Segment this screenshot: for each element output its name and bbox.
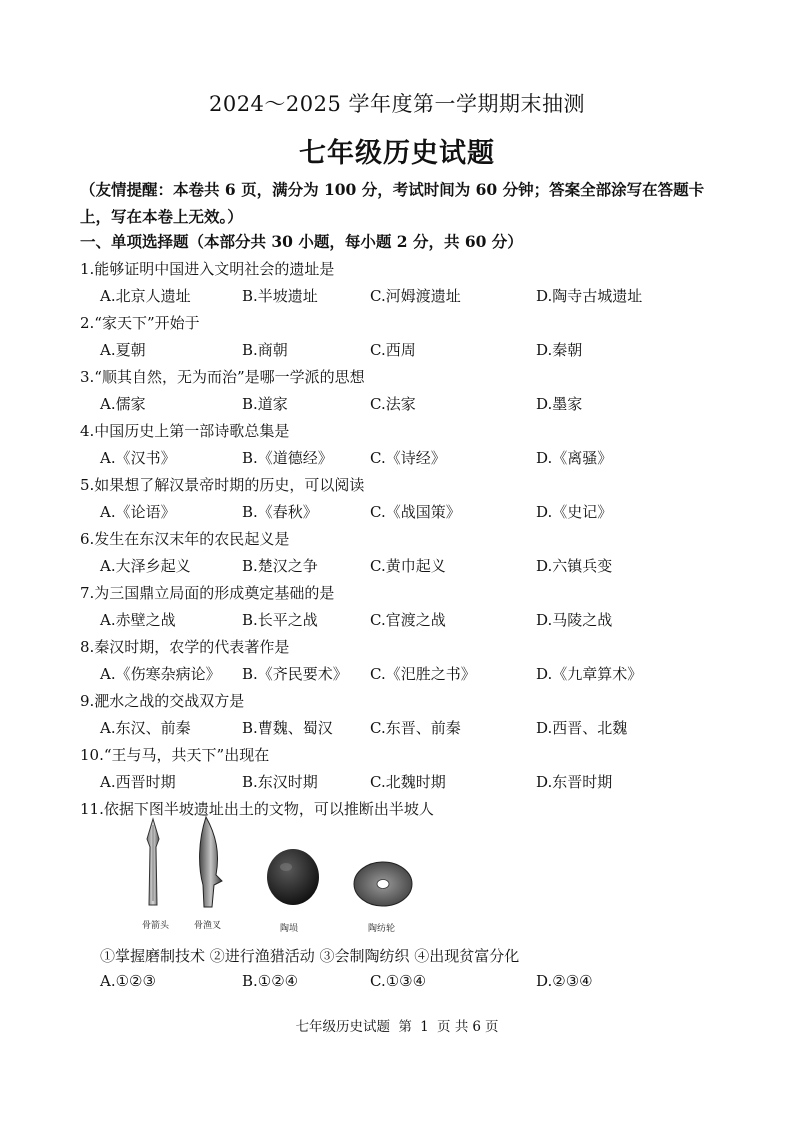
question-5-option-c: C.《战国策》 — [370, 503, 461, 521]
question-2-option-a: A.夏朝 — [100, 341, 146, 359]
question-9-stem: 9.淝水之战的交战双方是 — [80, 692, 245, 710]
question-4-options — [100, 447, 750, 467]
question-1-stem: 1.能够证明中国进入文明社会的遗址是 — [80, 260, 335, 278]
question-11-option-d: D.②③④ — [536, 972, 593, 990]
question-1-option-a: A.北京人遗址 — [100, 287, 191, 305]
question-4-option-d: D.《离骚》 — [536, 449, 613, 467]
question-4-option-c: C.《诗经》 — [370, 449, 446, 467]
question-1-option-b: B.半坡遗址 — [242, 287, 318, 305]
question-6-option-b: B.楚汉之争 — [242, 557, 318, 575]
question-1-option-d: D.陶寺古城遗址 — [536, 287, 643, 305]
question-7-option-c: C.官渡之战 — [370, 611, 446, 629]
question-2-stem: 2.“家天下”开始于 — [80, 314, 200, 332]
question-11-stem: 11.依据下图半坡遗址出土的文物，可以推断出半坡人 — [80, 800, 434, 818]
question-2-option-b: B.商朝 — [242, 341, 288, 359]
question-8-options — [100, 663, 750, 683]
question-11-statements: ①掌握磨制技术 ②进行渔猎活动 ③会制陶纺织 ④出现贫富分化 — [100, 947, 520, 965]
question-2-option-d: D.秦朝 — [536, 341, 583, 359]
question-10-option-a: A.西晋时期 — [100, 773, 176, 791]
question-7-stem: 7.为三国鼎立局面的形成奠定基础的是 — [80, 584, 335, 602]
question-6-options — [100, 555, 750, 575]
question-6-stem: 6.发生在东汉末年的农民起义是 — [80, 530, 290, 548]
question-9-option-b: B.曹魏、蜀汉 — [242, 719, 333, 737]
question-1-options — [100, 285, 750, 305]
artifact-label-bone-harpoon: 骨渔叉 — [194, 921, 222, 931]
question-4-option-a: A.《汉书》 — [100, 449, 176, 467]
question-8-option-a: A.《伤寒杂病论》 — [100, 665, 221, 683]
question-4-option-b: B.《道德经》 — [242, 449, 333, 467]
question-6-option-c: C.黄巾起义 — [370, 557, 446, 575]
footer-subject: 七年级历史试题 — [295, 1019, 391, 1035]
question-11-option-c: C.①③④ — [370, 972, 427, 990]
question-6-option-d: D.六镇兵变 — [536, 557, 613, 575]
question-8-stem: 8.秦汉时期，农学的代表著作是 — [80, 638, 290, 656]
question-8-option-d: D.《九章算术》 — [536, 665, 643, 683]
exam-notice: （友情提醒：本卷共 6 页，满分为 100 分，考试时间为 60 分钟；答案全部涂写在答题卡上，写在本卷上无效。） — [80, 180, 705, 226]
question-6-option-a: A.大泽乡起义 — [100, 557, 191, 575]
question-3-stem: 3.“顺其自然，无为而治”是哪一学派的思想 — [80, 368, 365, 386]
question-10-options — [100, 771, 750, 791]
exam-title: 2024～2025 学年度第一学期期末抽测 — [208, 92, 586, 116]
exam-subtitle: 七年级历史试题 — [299, 138, 495, 169]
question-7-options — [100, 609, 750, 629]
question-10-option-c: C.北魏时期 — [370, 773, 446, 791]
pottery-spindle-whorl-image — [352, 859, 414, 909]
question-7-option-b: B.长平之战 — [242, 611, 318, 629]
bone-harpoon-image — [192, 815, 226, 911]
question-2-option-c: C.西周 — [370, 341, 416, 359]
footer-page-prefix: 第 — [398, 1019, 412, 1035]
question-5-options — [100, 501, 750, 521]
question-9-options — [100, 717, 750, 737]
question-3-option-d: D.墨家 — [536, 395, 583, 413]
footer-page-mid: 页 共 — [437, 1019, 469, 1035]
artifact-label-bone-arrowhead: 骨箭头 — [142, 921, 170, 931]
page-footer — [0, 1015, 794, 1035]
question-1-option-c: C.河姆渡遗址 — [370, 287, 461, 305]
question-11-option-b: B.①②④ — [242, 972, 299, 990]
question-10-option-b: B.东汉时期 — [242, 773, 318, 791]
question-8-option-b: B.《齐民要术》 — [242, 665, 348, 683]
question-11-options — [100, 972, 750, 992]
question-3-option-a: A.儒家 — [100, 395, 146, 413]
question-5-stem: 5.如果想了解汉景帝时期的历史，可以阅读 — [80, 476, 365, 494]
question-3-option-b: B.道家 — [242, 395, 288, 413]
question-5-option-b: B.《春秋》 — [242, 503, 318, 521]
question-7-option-d: D.马陵之战 — [536, 611, 613, 629]
question-5-option-d: D.《史记》 — [536, 503, 613, 521]
artifact-figure — [130, 815, 450, 940]
question-9-option-a: A.东汉、前秦 — [100, 719, 191, 737]
footer-page-number: 1 — [420, 1019, 429, 1035]
question-8-option-c: C.《汜胜之书》 — [370, 665, 476, 683]
artifact-label-pottery-xun: 陶埙 — [280, 924, 299, 934]
artifact-label-spindle-whorl: 陶纺轮 — [368, 924, 396, 934]
question-9-option-d: D.西晋、北魏 — [536, 719, 628, 737]
pottery-xun-image — [264, 845, 322, 907]
question-2-options — [100, 339, 750, 359]
section-heading: 一、单项选择题（本部分共 30 小题，每小题 2 分，共 60 分） — [80, 232, 523, 251]
question-11-option-a: A.①②③ — [100, 972, 156, 990]
bone-arrowhead-image — [138, 817, 168, 909]
question-4-stem: 4.中国历史上第一部诗歌总集是 — [80, 422, 290, 440]
footer-page-suffix: 页 — [484, 1019, 499, 1035]
question-5-option-a: A.《论语》 — [100, 503, 176, 521]
question-3-option-c: C.法家 — [370, 395, 416, 413]
question-10-option-d: D.东晋时期 — [536, 773, 613, 791]
footer-page-total: 6 — [472, 1019, 481, 1035]
question-9-option-c: C.东晋、前秦 — [370, 719, 461, 737]
question-10-stem: 10.“王与马，共天下”出现在 — [80, 746, 270, 764]
question-7-option-a: A.赤壁之战 — [100, 611, 176, 629]
question-3-options — [100, 393, 750, 413]
